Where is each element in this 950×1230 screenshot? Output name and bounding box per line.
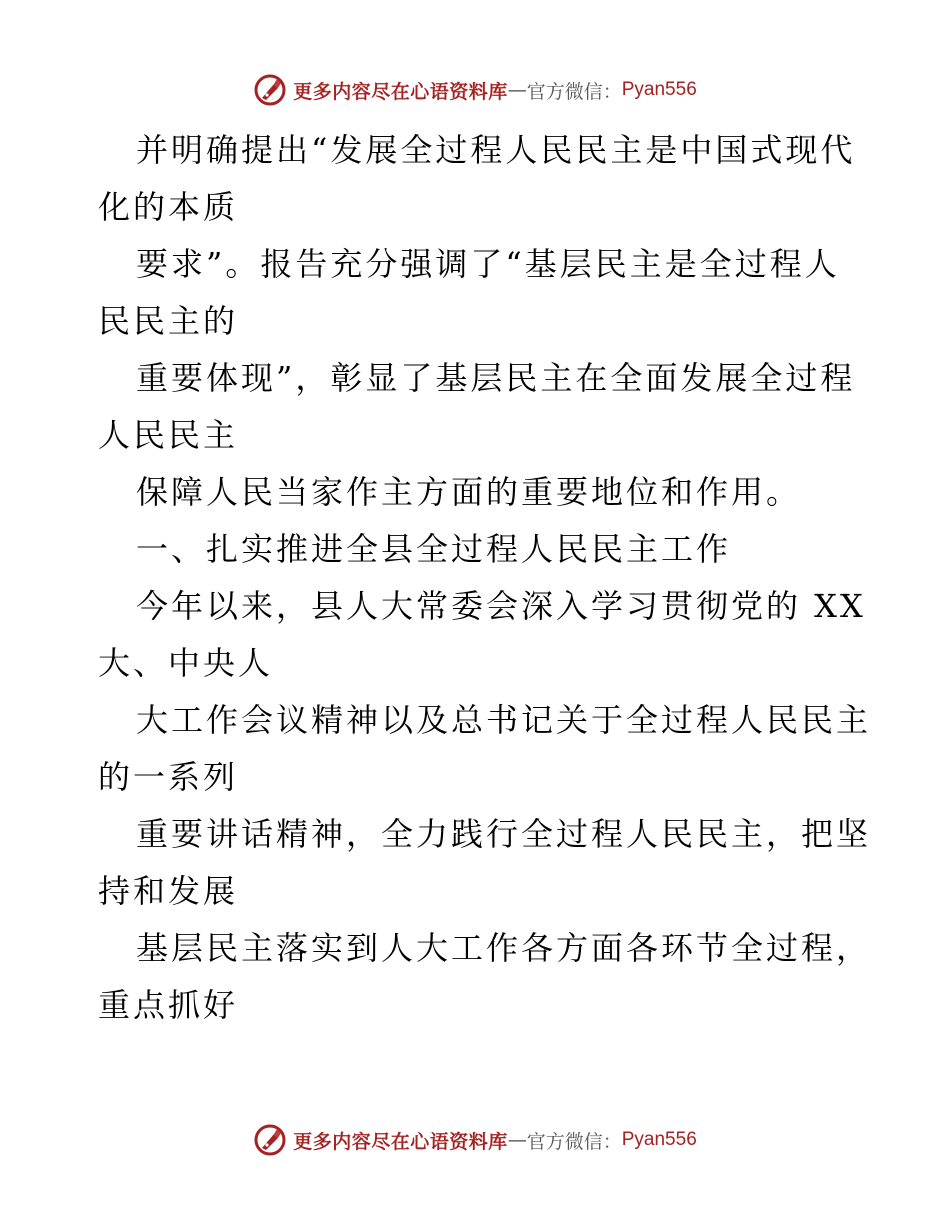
banner-wechat-label: 官方微信： — [526, 80, 622, 103]
body-line: 化的本质 — [98, 188, 239, 226]
body-line: 重要体现”，彰显了基层民主在全面发展全过程 — [136, 359, 856, 397]
banner-separator: — — [507, 79, 527, 101]
body-line: 人民民主 — [98, 416, 239, 454]
body-line: 民民主的 — [98, 302, 239, 340]
banner-wechat-label: 官方微信： — [526, 1130, 622, 1153]
banner-separator: — — [507, 1129, 527, 1151]
banner-main-text: 更多内容尽在心语资料库 — [293, 1130, 508, 1153]
banner-main-text: 更多内容尽在心语资料库 — [293, 80, 508, 103]
section-heading: 一、扎实推进全县全过程人民民主工作 — [136, 530, 732, 568]
banner-wechat-id: Pyan556 — [621, 1129, 697, 1150]
body-line: 保障人民当家作主方面的重要地位和作用。 — [136, 473, 802, 511]
body-line: 基层民主落实到人大工作各方面各环节全过程， — [136, 929, 872, 967]
body-line: 持和发展 — [98, 872, 239, 910]
body-line: 大工作会议精神以及总书记关于全过程人民民主 — [136, 701, 872, 739]
body-line: 要求”。报告充分强调了“基层民主是全过程人 — [136, 245, 840, 283]
body-line: 重点抓好 — [98, 986, 239, 1024]
document-body — [98, 122, 872, 1034]
body-line: 今年以来，县人大常委会深入学习贯彻党的 XX — [136, 587, 866, 625]
body-line: 大、中央人 — [98, 644, 274, 682]
pen-nib-logo-icon — [253, 1123, 287, 1157]
header-banner — [0, 70, 950, 110]
pen-nib-logo-icon — [253, 73, 287, 107]
body-line: 并明确提出“发展全过程人民民主是中国式现代 — [136, 131, 856, 169]
footer-banner — [0, 1120, 950, 1160]
banner-wechat-id: Pyan556 — [621, 79, 697, 100]
body-line: 的一系列 — [98, 758, 239, 796]
body-line: 重要讲话精神，全力践行全过程人民民主，把坚 — [136, 815, 872, 853]
